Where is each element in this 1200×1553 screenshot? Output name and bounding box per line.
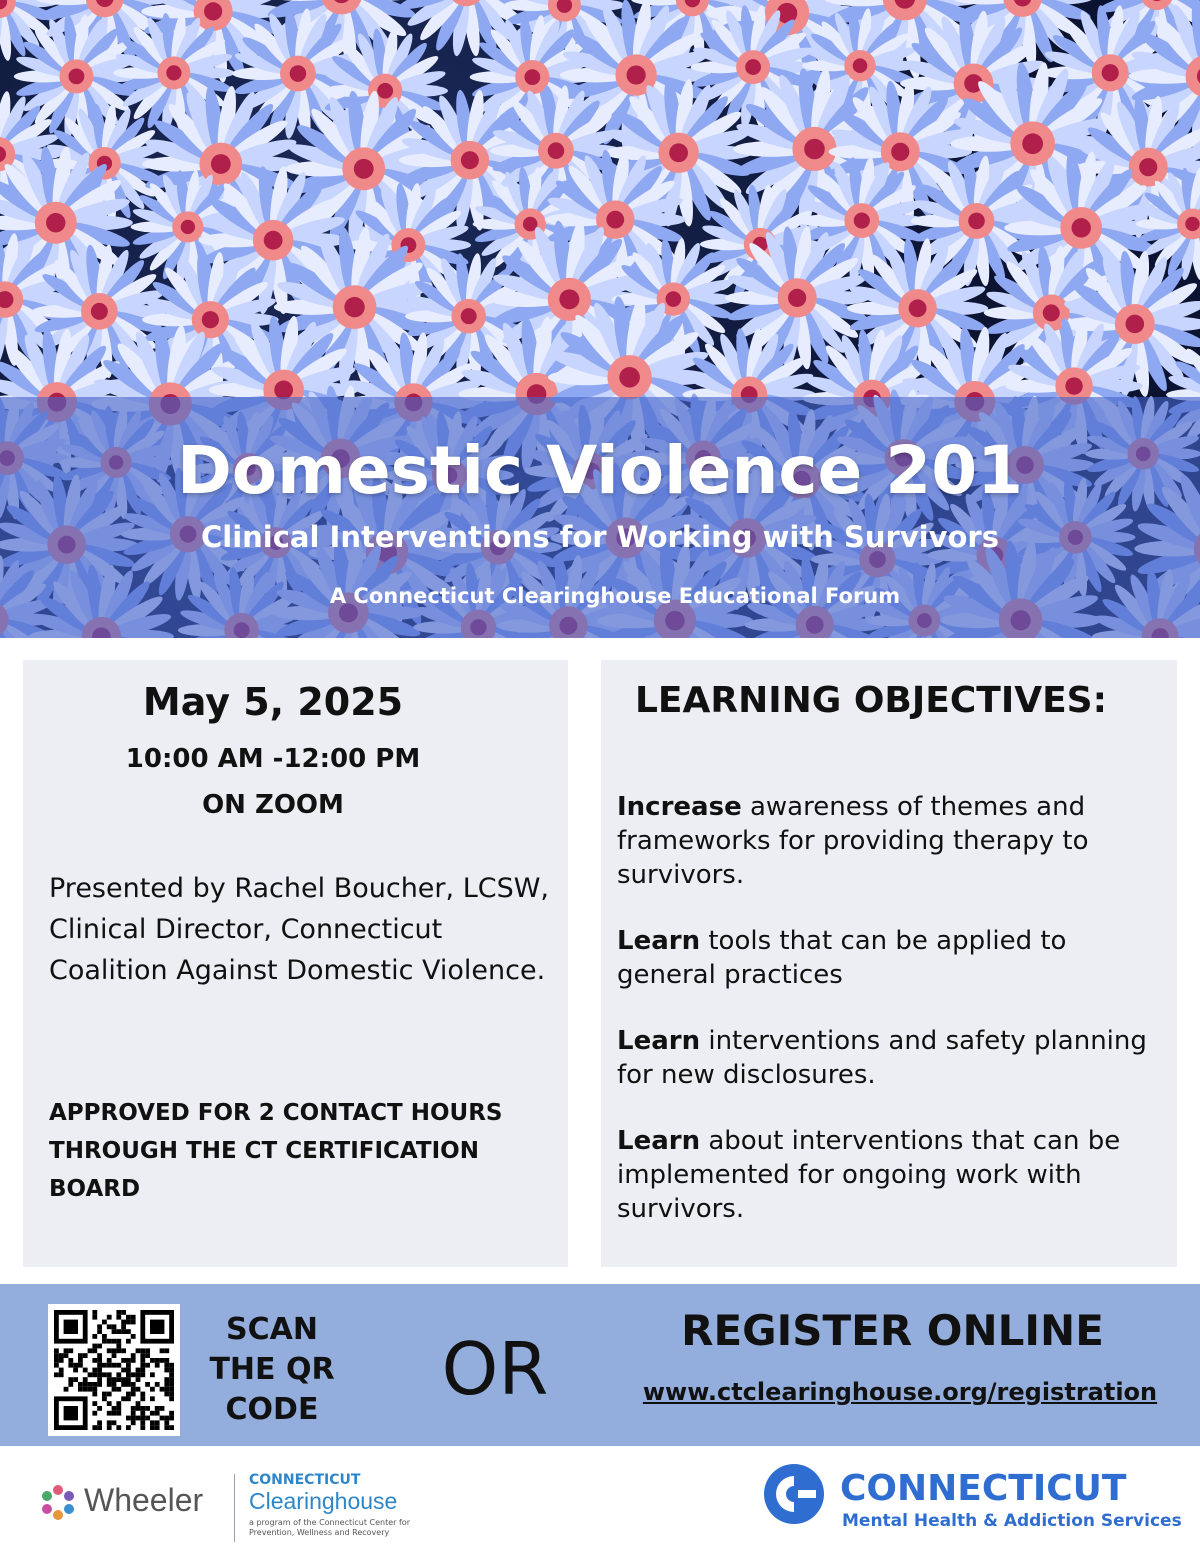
logo-divider bbox=[234, 1474, 235, 1542]
objective-text: tools that can be applied to general practices bbox=[617, 926, 1067, 990]
objective-item bbox=[617, 1124, 1172, 1226]
dmhas-logo bbox=[762, 1460, 1182, 1540]
objective-lead: Learn bbox=[617, 926, 701, 956]
registration-link[interactable]: www.ctclearinghouse.org/registration bbox=[642, 1378, 1158, 1406]
objective-text: about interventions that can be implemented for ongoing work with survivors. bbox=[617, 1126, 1121, 1224]
objective-item bbox=[617, 924, 1172, 992]
objective-lead: Learn bbox=[617, 1126, 701, 1156]
event-subtitle: Clinical Interventions for Working with Survivors bbox=[200, 520, 999, 554]
clearinghouse-state: CONNECTICUT bbox=[249, 1472, 361, 1488]
or-separator: OR bbox=[441, 1327, 549, 1411]
event-venue: ON ZOOM bbox=[202, 790, 344, 820]
approval-note: APPROVED FOR 2 CONTACT HOURS THROUGH THE CT CERTIFICATION BOARD bbox=[49, 1100, 503, 1202]
objective-item bbox=[617, 1024, 1172, 1092]
event-date: May 5, 2025 bbox=[142, 680, 404, 724]
objective-item bbox=[617, 790, 1172, 892]
event-details-panel bbox=[23, 660, 568, 1267]
event-time: 10:00 AM -12:00 PM bbox=[125, 744, 421, 774]
objective-lead: Increase bbox=[617, 792, 742, 822]
wheeler-wordmark: Wheeler bbox=[84, 1482, 204, 1518]
register-heading: REGISTER ONLINE bbox=[681, 1306, 1104, 1355]
registration-strip bbox=[0, 1284, 1200, 1446]
qr-code[interactable] bbox=[48, 1304, 180, 1436]
dmhas-department: Mental Health & Addiction Services bbox=[842, 1511, 1182, 1531]
presenter-info: Presented by Rachel Boucher, LCSW, Clinical Director, Connecticut Coalition Against Domestic Violence. bbox=[49, 873, 550, 986]
objective-text: awareness of themes and frameworks for providing therapy to survivors. bbox=[617, 792, 1089, 890]
dmhas-emblem-icon bbox=[762, 1462, 826, 1526]
scan-instruction: SCAN THE QR CODE bbox=[209, 1312, 335, 1427]
wheeler-people-icon bbox=[38, 1482, 78, 1522]
hero-banner bbox=[0, 0, 1200, 638]
qr-code-icon bbox=[48, 1304, 180, 1436]
wheeler-clearinghouse-logo bbox=[38, 1468, 458, 1548]
objective-text: interventions and safety planning for new disclosures. bbox=[617, 1026, 1147, 1090]
objective-lead: Learn bbox=[617, 1026, 701, 1056]
objectives-list bbox=[617, 790, 1172, 1258]
objectives-title: LEARNING OBJECTIVES: bbox=[634, 680, 1108, 721]
forum-label: A Connecticut Clearinghouse Educational Forum bbox=[329, 584, 901, 608]
event-title: Domestic Violence 201 bbox=[176, 432, 1024, 509]
clearinghouse-note: a program of the Connecticut Center for Prevention, Wellness and Recovery bbox=[249, 1518, 410, 1537]
dmhas-state-name: CONNECTICUT bbox=[840, 1468, 1127, 1509]
learning-objectives-panel bbox=[601, 660, 1177, 1267]
clearinghouse-name: Clearinghouse bbox=[249, 1488, 398, 1514]
